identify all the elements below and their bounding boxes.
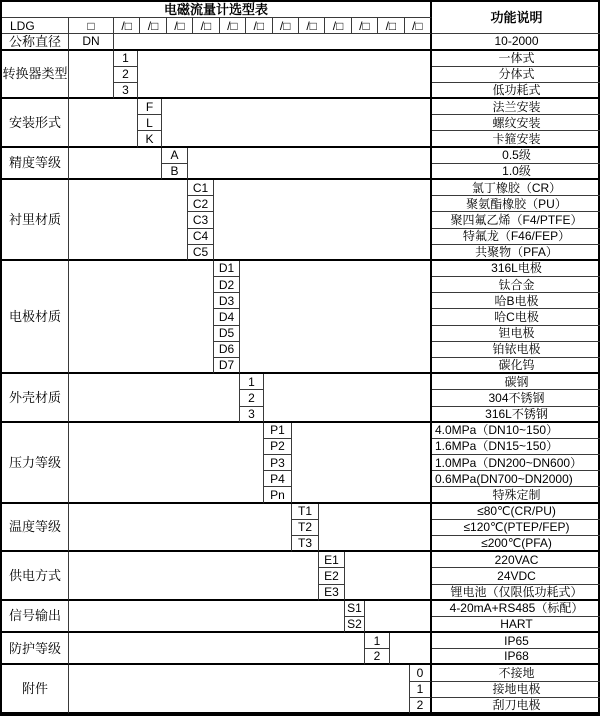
option-code: 0 <box>410 665 432 681</box>
empty-cell <box>390 633 432 665</box>
option-desc: 螺纹安装 <box>432 115 600 131</box>
model-box: □ <box>69 18 114 34</box>
option-code: 2 <box>114 67 138 83</box>
option-desc: 接地电极 <box>432 682 600 698</box>
option-code: Pn <box>264 487 292 503</box>
option-desc: 特殊定制 <box>432 487 600 503</box>
empty-cell <box>69 504 292 553</box>
option-code: P4 <box>264 471 292 487</box>
option-desc: 220VAC <box>432 552 600 568</box>
model-slot: /□ <box>404 18 430 33</box>
option-code: P3 <box>264 455 292 471</box>
model-slot: /□ <box>121 18 132 33</box>
option-code: 1 <box>410 682 432 698</box>
model-slot: /□ <box>377 18 403 33</box>
category-label: 安装形式 <box>2 99 69 148</box>
empty-cell <box>162 99 432 148</box>
option-code: DN <box>69 34 114 50</box>
empty-cell <box>345 552 432 601</box>
option-code: 2 <box>410 698 432 714</box>
category-label: 信号输出 <box>2 601 69 633</box>
model-slot: /□ <box>139 18 165 33</box>
category-label: 外壳材质 <box>2 374 69 423</box>
empty-cell <box>138 51 432 100</box>
category-label: 温度等级 <box>2 504 69 553</box>
option-code: C3 <box>188 212 214 228</box>
option-desc: 24VDC <box>432 568 600 584</box>
category-label: 衬里材质 <box>2 180 69 261</box>
option-desc: 0.5级 <box>432 148 600 164</box>
option-desc: 10-2000 <box>432 34 600 50</box>
option-code: C5 <box>188 245 214 261</box>
option-desc: 铂铱电极 <box>432 342 600 358</box>
option-code: E3 <box>319 585 345 601</box>
empty-cell <box>69 99 138 148</box>
category-label: 防护等级 <box>2 633 69 665</box>
option-code: D2 <box>214 277 240 293</box>
option-desc: 钽电极 <box>432 326 600 342</box>
option-desc: 氯丁橡胶（CR） <box>432 180 600 196</box>
category-label: 压力等级 <box>2 423 69 504</box>
option-desc: 特氟龙（F46/FEP） <box>432 229 600 245</box>
empty-cell <box>240 261 432 374</box>
empty-cell <box>69 665 410 714</box>
option-code: S1 <box>345 601 365 617</box>
option-desc: 聚氨酯橡胶（PU） <box>432 196 600 212</box>
option-desc: IP68 <box>432 649 600 665</box>
option-desc: 不接地 <box>432 665 600 681</box>
empty-cell <box>69 601 345 633</box>
option-code: D6 <box>214 342 240 358</box>
option-desc: 低功耗式 <box>432 83 600 99</box>
option-code: C4 <box>188 229 214 245</box>
option-desc: 分体式 <box>432 67 600 83</box>
option-desc: 共聚物（PFA） <box>432 245 600 261</box>
option-desc: 哈B电极 <box>432 293 600 309</box>
option-desc: 聚四氟乙烯（F4/PTFE） <box>432 212 600 228</box>
model-slot: /□ <box>166 18 192 33</box>
option-code: 2 <box>365 649 390 665</box>
option-code: T3 <box>292 536 319 552</box>
empty-cell <box>264 374 432 423</box>
model-slot: /□ <box>324 18 350 33</box>
option-desc: 卡箍安装 <box>432 131 600 147</box>
option-code: D1 <box>214 261 240 277</box>
option-code: T1 <box>292 504 319 520</box>
empty-cell <box>69 51 114 100</box>
option-code: B <box>162 164 188 180</box>
option-code: L <box>138 115 162 131</box>
empty-cell <box>214 180 432 261</box>
option-desc: 316L不锈钢 <box>432 407 600 423</box>
option-desc: 4.0MPa（DN10~150） <box>432 423 600 439</box>
table-title: 电磁流量计选型表 <box>2 2 432 18</box>
model-slot: /□ <box>245 18 271 33</box>
option-code: P1 <box>264 423 292 439</box>
option-code: F <box>138 99 162 115</box>
model-slot: /□ <box>298 18 324 33</box>
option-desc: 1.0级 <box>432 164 600 180</box>
option-code: 1 <box>365 633 390 649</box>
empty-cell <box>69 633 365 665</box>
option-desc: ≤120℃(PTEP/FEP) <box>432 520 600 536</box>
empty-cell <box>69 261 214 374</box>
option-desc: 304不锈钢 <box>432 390 600 406</box>
empty-cell <box>188 148 432 180</box>
option-desc: ≤200℃(PFA) <box>432 536 600 552</box>
empty-cell <box>69 374 240 423</box>
model-slot: /□ <box>272 18 298 33</box>
option-desc: 刮刀电极 <box>432 698 600 714</box>
option-desc: 哈C电极 <box>432 309 600 325</box>
option-code: 3 <box>240 407 264 423</box>
empty-cell <box>69 423 264 504</box>
option-desc: 4-20mA+RS485（标配） <box>432 601 600 617</box>
option-code: D4 <box>214 309 240 325</box>
option-desc: 1.0MPa（DN200~DN600） <box>432 455 600 471</box>
option-code: K <box>138 131 162 147</box>
option-code: D7 <box>214 358 240 374</box>
model-prefix: LDG <box>2 18 69 34</box>
option-desc: ≤80℃(CR/PU) <box>432 504 600 520</box>
option-code: 1 <box>240 374 264 390</box>
option-desc: 0.6MPa(DN700~DN2000) <box>432 471 600 487</box>
empty-cell <box>69 148 162 180</box>
category-label: 电极材质 <box>2 261 69 374</box>
option-desc: 钛合金 <box>432 277 600 293</box>
option-desc: 法兰安装 <box>432 99 600 115</box>
option-code: T2 <box>292 520 319 536</box>
option-desc: 1.6MPa（DN15~150） <box>432 439 600 455</box>
category-label: 附件 <box>2 665 69 714</box>
option-code: E2 <box>319 568 345 584</box>
empty-cell <box>114 34 432 50</box>
option-code: 2 <box>240 390 264 406</box>
model-slot: /□ <box>219 18 245 33</box>
option-code: D5 <box>214 326 240 342</box>
option-code: E1 <box>319 552 345 568</box>
model-slot: /□ <box>351 18 377 33</box>
empty-cell <box>365 601 432 633</box>
option-code: 1 <box>114 51 138 67</box>
option-desc: 碳钢 <box>432 374 600 390</box>
option-code: 3 <box>114 83 138 99</box>
option-code: P2 <box>264 439 292 455</box>
model-slot: /□ <box>192 18 218 33</box>
empty-cell <box>69 180 188 261</box>
option-desc: 碳化钨 <box>432 358 600 374</box>
option-desc: 一体式 <box>432 51 600 67</box>
option-desc: 锂电池（仅限低功耗式） <box>432 585 600 601</box>
option-code: C1 <box>188 180 214 196</box>
model-slots <box>114 18 432 34</box>
empty-cell <box>292 423 432 504</box>
option-desc: IP65 <box>432 633 600 649</box>
option-code: D3 <box>214 293 240 309</box>
option-desc: 316L电极 <box>432 261 600 277</box>
category-label: 公称直径 <box>2 34 69 50</box>
option-desc: HART <box>432 617 600 633</box>
option-code: C2 <box>188 196 214 212</box>
function-column-header: 功能说明 <box>432 2 600 34</box>
option-code: S2 <box>345 617 365 633</box>
category-label: 转换器类型 <box>2 51 69 100</box>
option-code: A <box>162 148 188 164</box>
category-label: 供电方式 <box>2 552 69 601</box>
empty-cell <box>69 552 319 601</box>
category-label: 精度等级 <box>2 148 69 180</box>
empty-cell <box>319 504 432 553</box>
